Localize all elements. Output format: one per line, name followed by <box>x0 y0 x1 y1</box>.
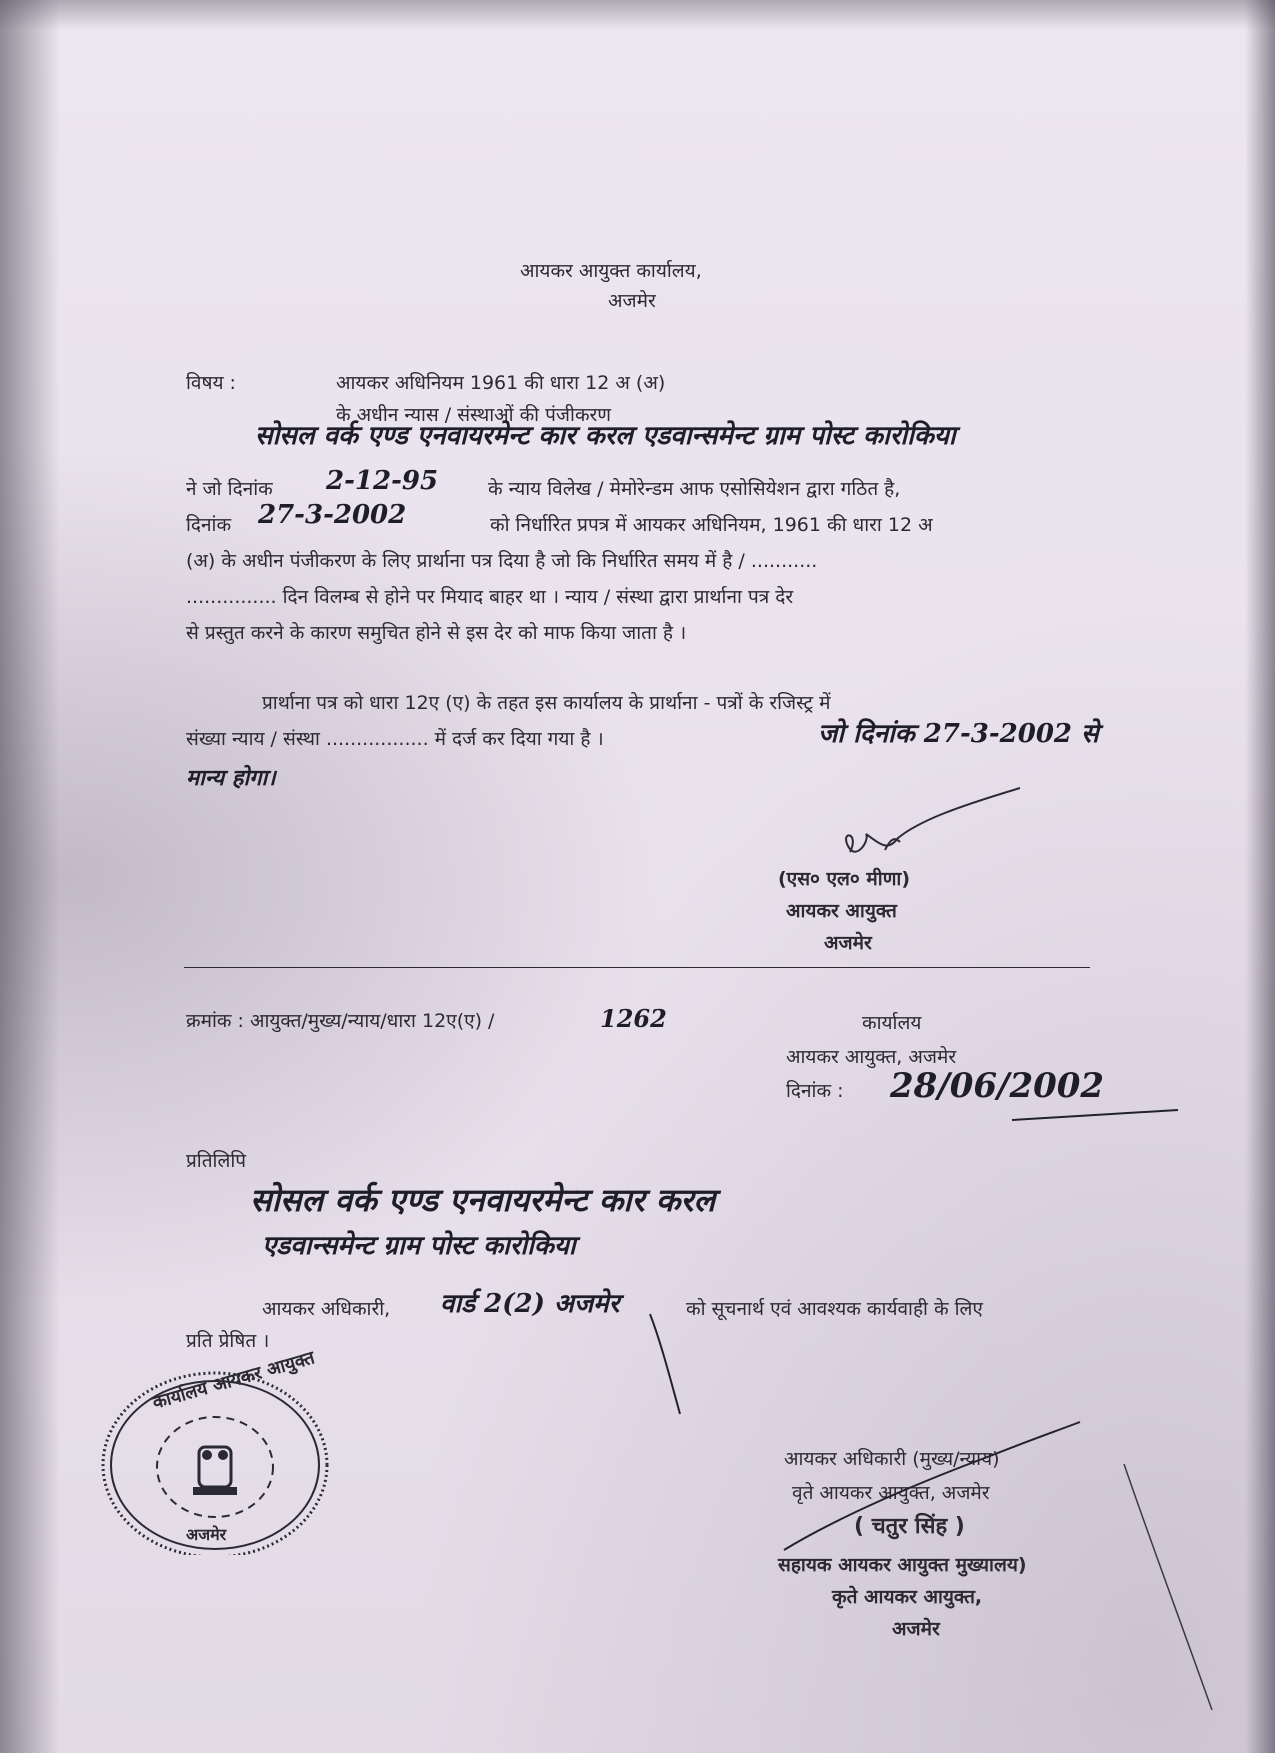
body-para2-line-1: प्रार्थाना पत्र को धारा 12ए (ए) के तहत इस कार्यालय के प्रार्थाना - पत्रों के रजिस्ट्र में <box>262 692 831 714</box>
seal-bottom-text: अजमेर <box>186 1525 227 1544</box>
body-line-3: (अ) के अधीन पंजीकरण के लिए प्रार्थाना पत्र दिया है जो कि निर्धारित समय में है / ........... <box>186 550 818 572</box>
copy-sent: प्रति प्रेषित । <box>186 1330 270 1352</box>
reference-serial: क्रमांक : आयुक्त/मुख्य/न्याय/धारा 12ए(ए) / <box>186 1010 495 1032</box>
stamp-line-2: कृते आयकर आयुक्त, <box>832 1586 983 1608</box>
body-line-5: से प्रस्तुत करने के कारण समुचित होने से इस देर को माफ किया जाता है । <box>186 622 687 644</box>
copy-officer-b: को सूचनार्थ एवं आवश्यक कार्यवाही के लिए <box>686 1298 983 1320</box>
handwritten-copy-name-1: सोसल वर्क एण्ड एनवायरमेन्ट कार करल <box>250 1181 716 1219</box>
subject-line-1: आयकर अधिनियम 1961 की धारा 12 अ (अ) <box>336 372 666 394</box>
signature-commissioner <box>770 780 1030 880</box>
body-line-2b: को निर्धारित प्रपत्र में आयकर अधिनियम, 1961 की धारा 12 अ <box>490 514 933 536</box>
handwritten-serial: 1262 <box>600 1004 667 1033</box>
handwritten-trust-name: सोसल वर्क एण्ड एनवायरमेन्ट कार करल एडवान्समेन्ट ग्राम पोस्ट कारोकिया <box>255 421 956 451</box>
copy-officer-a: आयकर अधिकारी, <box>262 1298 391 1320</box>
scan-shadow-top <box>0 0 1275 30</box>
scan-shadow-right <box>1245 0 1275 1753</box>
body-line-1b: के न्याय विलेख / मेमोरेन्डम आफ एसोसियेशन द्वारा गठित है, <box>488 478 901 500</box>
stamp-line-1: सहायक आयकर आयुक्त मुख्यालय) <box>778 1554 1027 1576</box>
ward-stroke <box>640 1310 700 1420</box>
signatory1-name: (एस० एल० मीणा) <box>778 868 911 890</box>
date-underline <box>1010 1106 1180 1126</box>
divider <box>184 967 1090 968</box>
handwritten-date-2: 27-3-2002 <box>258 500 407 530</box>
subject-label: विषय : <box>186 372 236 394</box>
handwritten-valid-note-2: मान्य होगा। <box>186 765 276 791</box>
office-heading: आयकर आयुक्त कार्यालय, <box>520 260 702 282</box>
body-line-4: ............... दिन विलम्ब से होने पर मियाद बाहर था । न्याय / संस्था द्वारा प्रार्थाना पत्र देर <box>186 586 794 608</box>
stamp-line-3: अजमेर <box>892 1618 940 1640</box>
signatory1-city: अजमेर <box>824 932 872 954</box>
handwritten-issue-date: 28/06/2002 <box>890 1066 1105 1106</box>
body-line-1a: ने जो दिनांक <box>186 478 273 500</box>
signatory2-behalf: वृते आयकर आयुक्त, अजमेर <box>792 1482 990 1504</box>
signatory1-designation: आयकर आयुक्त <box>786 900 897 922</box>
office-city: अजमेर <box>608 290 656 312</box>
body-para2-line-2: संख्या न्याय / संस्था ................. में दर्ज कर दिया गया है । <box>186 728 604 750</box>
subject-line-2: के अधीन न्यास / संस्थाओं की पंजीकरण <box>336 404 612 426</box>
seal-top-text: कार्यालय आयकर आयुक्त <box>150 1347 318 1414</box>
handwritten-valid-note-1: जो दिनांक 27-3-2002 से <box>818 719 1099 749</box>
margin-stroke <box>1120 1460 1220 1720</box>
signatory2-name: ( चतुर सिंह ) <box>854 1514 965 1539</box>
handwritten-ward: वार्ड 2(2) अजमेर <box>440 1289 620 1319</box>
handwritten-copy-name-2: एडवान्समेन्ट ग्राम पोस्ट कारोकिया <box>262 1231 576 1261</box>
signatory2-designation: आयकर अधिकारी (मुख्य/न्याय) <box>784 1448 1000 1470</box>
scan-shadow-left <box>0 0 60 1753</box>
copy-label: प्रतिलिपि <box>186 1150 247 1172</box>
reference-commissioner: आयकर आयुक्त, अजमेर <box>786 1046 957 1068</box>
reference-office: कार्यालय <box>862 1012 922 1034</box>
handwritten-date-1: 2-12-95 <box>326 466 439 496</box>
body-line-2a: दिनांक <box>186 514 232 536</box>
reference-date-label: दिनांक : <box>786 1080 844 1102</box>
